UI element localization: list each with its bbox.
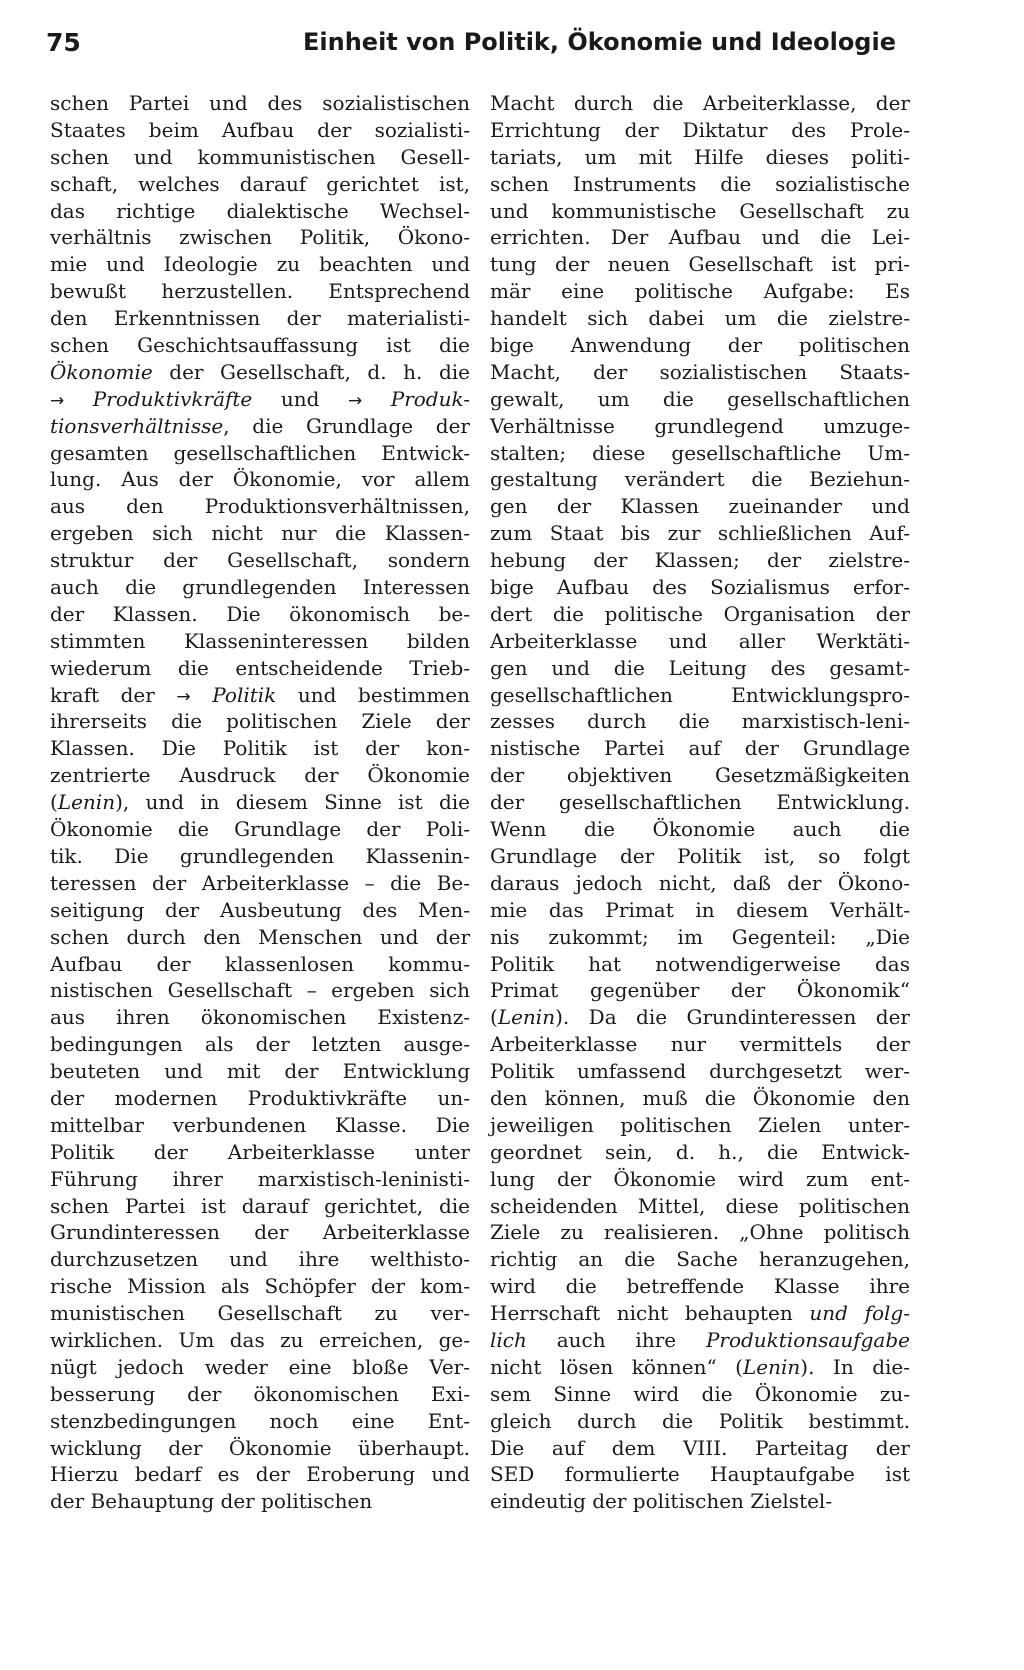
text-run: kraft der — [50, 682, 177, 707]
text-run: stimmten Klasseninteressen bilden — [50, 628, 470, 653]
cross-reference-arrow-icon: → — [50, 390, 65, 411]
text-line — [490, 816, 910, 843]
text-line — [490, 1058, 910, 1085]
text-run: und — [252, 386, 348, 411]
text-run: auch die grundlegenden Interessen — [50, 575, 470, 600]
italic-term: Politik — [212, 682, 277, 707]
text-line — [50, 90, 470, 117]
text-run: gestaltung verändert die Beziehun- — [490, 467, 910, 492]
text-run: daraus jedoch nicht, daß der Ökono- — [490, 870, 910, 895]
text-line — [50, 1031, 470, 1058]
text-line — [50, 682, 470, 709]
text-line — [490, 1327, 910, 1354]
text-run: das richtige dialektische Wechsel- — [50, 198, 470, 223]
text-line — [50, 278, 470, 305]
text-run: ergeben sich nicht nur die Klassen- — [50, 521, 470, 546]
text-line — [490, 1166, 910, 1193]
text-run: ( — [490, 1005, 498, 1030]
text-line — [490, 1488, 910, 1515]
text-run: Die auf dem VIII. Parteitag der — [490, 1435, 910, 1460]
text-line — [490, 1139, 910, 1166]
text-line — [490, 897, 910, 924]
text-line — [50, 386, 470, 413]
text-run: richtig an die Sache heranzugehen, — [490, 1247, 910, 1272]
text-run: SED formulierte Hauptaufgabe ist — [490, 1462, 910, 1487]
text-run: Herrschaft nicht behaupten — [490, 1301, 810, 1326]
italic-term: Lenin — [497, 1005, 556, 1030]
text-run: den Erkenntnissen der materialisti- — [50, 306, 470, 331]
text-line — [50, 305, 470, 332]
text-run — [362, 387, 391, 411]
text-line — [490, 1300, 910, 1327]
text-run: sem Sinne wird die Ökonomie zu- — [490, 1381, 910, 1406]
italic-term: Ökonomie — [50, 359, 153, 384]
text-line — [50, 762, 470, 789]
text-line — [50, 1354, 470, 1381]
text-line — [490, 413, 910, 440]
text-run: zesses durch die marxistisch-leni- — [490, 709, 910, 734]
text-line — [50, 413, 470, 440]
text-run: gesellschaftlichen Entwicklungspro- — [490, 682, 910, 707]
text-line — [50, 977, 470, 1004]
text-run: auch ihre — [526, 1327, 706, 1352]
running-head: Einheit von Politik, Ökonomie und Ideologie — [303, 28, 896, 56]
text-run: schen Instruments die sozialistische — [490, 171, 910, 196]
text-line — [490, 117, 910, 144]
text-run: Grundlage der Politik ist, so folgt — [490, 843, 910, 868]
text-line — [50, 1300, 470, 1327]
text-run: Politik umfassend durchgesetzt wer- — [490, 1059, 910, 1084]
text-run: Errichtung der Diktatur des Prole- — [490, 117, 910, 142]
text-line — [490, 951, 910, 978]
cross-reference-arrow-icon: → — [176, 686, 191, 707]
text-line — [50, 843, 470, 870]
text-run — [191, 683, 213, 707]
text-line — [50, 251, 470, 278]
text-line — [50, 1273, 470, 1300]
text-line — [50, 1246, 470, 1273]
italic-term: Produktionsaufgabe — [705, 1327, 910, 1352]
text-run: den können, muß die Ökonomie den — [490, 1085, 910, 1110]
text-run: Grundinteressen der Arbeiterklasse — [50, 1220, 470, 1245]
text-line — [490, 493, 910, 520]
text-line — [50, 359, 470, 386]
text-line — [50, 1327, 470, 1354]
text-line — [50, 144, 470, 171]
text-run: Wenn die Ökonomie auch die — [490, 817, 910, 842]
text-line — [490, 762, 910, 789]
text-run: tung der neuen Gesellschaft ist pri- — [490, 252, 910, 277]
text-run: Primat gegenüber der Ökonomik“ — [490, 978, 910, 1003]
text-run: zentrierte Ausdruck der Ökonomie — [50, 763, 470, 788]
text-line — [490, 1408, 910, 1435]
text-line — [490, 843, 910, 870]
text-run: Arbeiterklasse und aller Werktäti- — [490, 628, 910, 653]
text-run: schen Partei ist darauf gerichtet, die — [50, 1193, 470, 1218]
text-line — [50, 655, 470, 682]
text-line — [490, 144, 910, 171]
text-run: bige Anwendung der politischen — [490, 333, 910, 358]
text-line — [50, 735, 470, 762]
text-line — [50, 924, 470, 951]
text-line — [490, 198, 910, 225]
text-line — [490, 1112, 910, 1139]
italic-term: lich — [490, 1327, 527, 1352]
text-line — [490, 90, 910, 117]
text-run: struktur der Gesellschaft, sondern — [50, 548, 470, 573]
text-run: mär eine politische Aufgabe: Es — [490, 279, 910, 304]
text-run: nistischen Gesellschaft – ergeben sich — [50, 978, 470, 1003]
text-run: Arbeiterklasse nur vermittels der — [490, 1032, 910, 1057]
text-run: bige Aufbau des Sozialismus erfor- — [490, 575, 910, 600]
text-run: zum Staat bis zur schließlichen Auf- — [490, 521, 910, 546]
text-line — [490, 332, 910, 359]
italic-term: Produk- — [390, 386, 471, 411]
text-run: Politik hat notwendigerweise das — [490, 951, 910, 976]
text-line — [490, 1219, 910, 1246]
text-line — [50, 493, 470, 520]
text-line — [50, 224, 470, 251]
text-run: gesamten gesellschaftlichen Entwick- — [50, 440, 470, 465]
text-run: beuteten und mit der Entwicklung — [50, 1059, 470, 1084]
text-run: tariats, um mit Hilfe dieses politi- — [490, 144, 910, 169]
text-run: hebung der Klassen; der zielstre- — [490, 548, 910, 573]
text-run: lung der Ökonomie wird zum ent- — [490, 1166, 910, 1191]
text-run: ihrerseits die politischen Ziele der — [50, 709, 470, 734]
text-line — [50, 171, 470, 198]
text-run: Politik der Arbeiterklasse unter — [50, 1139, 470, 1164]
text-line — [50, 1112, 470, 1139]
text-run: geordnet sein, d. h., die Entwick- — [490, 1139, 910, 1164]
text-run: seitigung der Ausbeutung des Men- — [50, 897, 470, 922]
text-line — [490, 1004, 910, 1031]
text-run: gen der Klassen zueinander und — [490, 494, 910, 519]
text-run: und bestimmen — [276, 682, 471, 707]
page-number: 75 — [46, 28, 81, 57]
text-run: nis zukommt; im Gegenteil: „Die — [490, 924, 910, 949]
text-line — [50, 466, 470, 493]
text-run: mittelbar verbundenen Klasse. Die — [50, 1112, 470, 1137]
text-run: schen Partei und des sozialistischen — [50, 91, 470, 115]
text-line — [490, 977, 910, 1004]
text-run: jeweiligen politischen Zielen unter- — [490, 1112, 910, 1137]
text-run: ). Da die Grundinteressen der — [555, 1005, 910, 1030]
italic-term: Lenin — [742, 1354, 801, 1379]
text-line — [50, 574, 470, 601]
italic-term: Produktivkräfte — [92, 386, 253, 411]
text-run: verhältnis zwischen Politik, Ökono- — [50, 225, 470, 250]
text-run: schaft, welches darauf gerichtet ist, — [50, 171, 470, 196]
text-line — [490, 251, 910, 278]
text-run: wiederum die entscheidende Trieb- — [50, 655, 470, 680]
text-run: eindeutig der politischen Zielstel- — [490, 1489, 833, 1514]
text-run: tik. Die grundlegenden Klassenin- — [50, 843, 470, 868]
text-run: wicklung der Ökonomie überhaupt. — [50, 1435, 470, 1460]
text-line — [490, 789, 910, 816]
italic-term: tionsverhältnisse — [50, 413, 224, 438]
text-run: dert die politische Organisation der — [490, 601, 910, 626]
text-run: besserung der ökonomischen Exi- — [50, 1381, 470, 1406]
text-run: handelt sich dabei um die zielstre- — [490, 306, 910, 331]
text-run: der modernen Produktivkräfte un- — [50, 1085, 470, 1110]
left-text-column — [50, 90, 470, 1515]
text-line — [50, 708, 470, 735]
text-line — [50, 1435, 470, 1462]
text-run: bewußt herzustellen. Entsprechend — [50, 279, 470, 304]
text-run: wirklichen. Um das zu erreichen, ge- — [50, 1327, 470, 1352]
text-line — [490, 1381, 910, 1408]
text-line — [50, 1139, 470, 1166]
text-line — [50, 1219, 470, 1246]
text-line — [50, 1166, 470, 1193]
text-line — [490, 735, 910, 762]
text-run: Führung ihrer marxistisch-leninisti- — [50, 1166, 470, 1191]
text-run: mie und Ideologie zu beachten und — [50, 252, 470, 277]
text-line — [490, 547, 910, 574]
text-run: der Klassen. Die ökonomisch be- — [50, 601, 470, 626]
text-line — [50, 1058, 470, 1085]
text-line — [490, 870, 910, 897]
text-line — [490, 386, 910, 413]
text-run: wird die betreffende Klasse ihre — [490, 1274, 910, 1299]
text-line — [50, 1461, 470, 1488]
text-line — [490, 574, 910, 601]
text-run: Macht, der sozialistischen Staats- — [490, 359, 910, 384]
text-run: durchzusetzen und ihre welthisto- — [50, 1247, 470, 1272]
text-line — [490, 1354, 910, 1381]
text-line — [490, 708, 910, 735]
text-run: nistische Partei auf der Grundlage — [490, 736, 910, 761]
text-run: nicht lösen können“ ( — [490, 1354, 743, 1379]
text-run: Klassen. Die Politik ist der kon- — [50, 736, 470, 761]
text-run — [64, 387, 93, 411]
text-line — [50, 1085, 470, 1112]
text-line — [490, 1435, 910, 1462]
text-run: der gesellschaftlichen Entwicklung. — [490, 790, 910, 815]
text-run: aus den Produktionsverhältnissen, — [50, 494, 470, 519]
text-line — [50, 1381, 470, 1408]
text-line — [490, 440, 910, 467]
text-line — [490, 601, 910, 628]
text-line — [50, 870, 470, 897]
text-line — [50, 951, 470, 978]
text-line — [490, 1461, 910, 1488]
text-line — [50, 117, 470, 144]
text-run: nügt jedoch weder eine bloße Ver- — [50, 1354, 470, 1379]
text-run: lung. Aus der Ökonomie, vor allem — [50, 467, 470, 492]
text-line — [490, 1031, 910, 1058]
page-header — [46, 28, 896, 68]
text-line — [50, 198, 470, 225]
text-line — [50, 547, 470, 574]
text-run: schen und kommunistischen Gesell- — [50, 144, 470, 169]
text-run: der Gesellschaft, d. h. die — [152, 359, 470, 384]
text-line — [490, 924, 910, 951]
text-line — [50, 601, 470, 628]
text-run: gewalt, um die gesellschaftlichen — [490, 386, 910, 411]
text-run: Staates beim Aufbau der sozialisti- — [50, 117, 470, 142]
text-run: Macht durch die Arbeiterklasse, der — [490, 91, 910, 115]
text-run: errichten. Der Aufbau und die Lei- — [490, 225, 910, 250]
text-line — [490, 305, 910, 332]
text-line — [490, 682, 910, 709]
text-run: Ökonomie die Grundlage der Poli- — [50, 817, 470, 842]
text-run: stalten; diese gesellschaftliche Um- — [490, 440, 910, 465]
right-text-column — [490, 90, 910, 1515]
text-run: aus ihren ökonomischen Existenz- — [50, 1005, 470, 1030]
text-line — [490, 278, 910, 305]
text-run: schen durch den Menschen und der — [50, 924, 470, 949]
text-run: Ziele zu realisieren. „Ohne politisch — [490, 1220, 910, 1245]
text-line — [50, 789, 470, 816]
cross-reference-arrow-icon: → — [347, 390, 363, 411]
text-run: , die Grundlage der — [223, 413, 470, 438]
text-line — [50, 440, 470, 467]
text-run: scheidenden Mittel, diese politischen — [490, 1193, 910, 1218]
text-line — [50, 520, 470, 547]
text-line — [490, 359, 910, 386]
italic-term: Lenin — [57, 790, 116, 815]
text-run: Verhältnisse grundlegend umzuge- — [490, 413, 910, 438]
text-line — [50, 816, 470, 843]
text-run: mie das Primat in diesem Verhält- — [490, 897, 910, 922]
text-run: bedingungen als der letzten ausge- — [50, 1032, 470, 1057]
text-line — [490, 1085, 910, 1112]
text-line — [490, 466, 910, 493]
text-run: gen und die Leitung des gesamt- — [490, 655, 910, 680]
text-line — [490, 520, 910, 547]
text-run: schen Geschichtsauffassung ist die — [50, 333, 470, 358]
text-run: der objektiven Gesetzmäßigkeiten — [490, 763, 910, 788]
text-run: munistischen Gesellschaft zu ver- — [50, 1301, 470, 1326]
text-line — [50, 1408, 470, 1435]
text-run: der Behauptung der politischen — [50, 1489, 373, 1514]
text-run: gleich durch die Politik bestimmt. — [490, 1408, 910, 1433]
text-run: ), und in diesem Sinne ist die — [115, 790, 470, 815]
text-line — [490, 224, 910, 251]
text-run: stenzbedingungen noch eine Ent- — [50, 1408, 470, 1433]
text-line — [50, 628, 470, 655]
text-run: ). In die- — [800, 1354, 910, 1379]
text-line — [490, 171, 910, 198]
italic-term: und folg- — [809, 1301, 910, 1326]
text-line — [490, 1193, 910, 1220]
text-line — [490, 628, 910, 655]
text-line — [490, 1273, 910, 1300]
text-run: Aufbau der klassenlosen kommu- — [50, 951, 470, 976]
text-run: rische Mission als Schöpfer der kom- — [50, 1274, 470, 1299]
text-line — [50, 1193, 470, 1220]
text-line — [490, 655, 910, 682]
text-line — [50, 1004, 470, 1031]
text-line — [50, 332, 470, 359]
text-line — [50, 897, 470, 924]
text-run: und kommunistische Gesellschaft zu — [490, 198, 910, 223]
text-line — [490, 1246, 910, 1273]
text-run: Hierzu bedarf es der Eroberung und — [50, 1462, 470, 1487]
text-run: teressen der Arbeiterklasse – die Be- — [50, 870, 470, 895]
text-run: ( — [50, 790, 58, 815]
text-line — [50, 1488, 470, 1515]
